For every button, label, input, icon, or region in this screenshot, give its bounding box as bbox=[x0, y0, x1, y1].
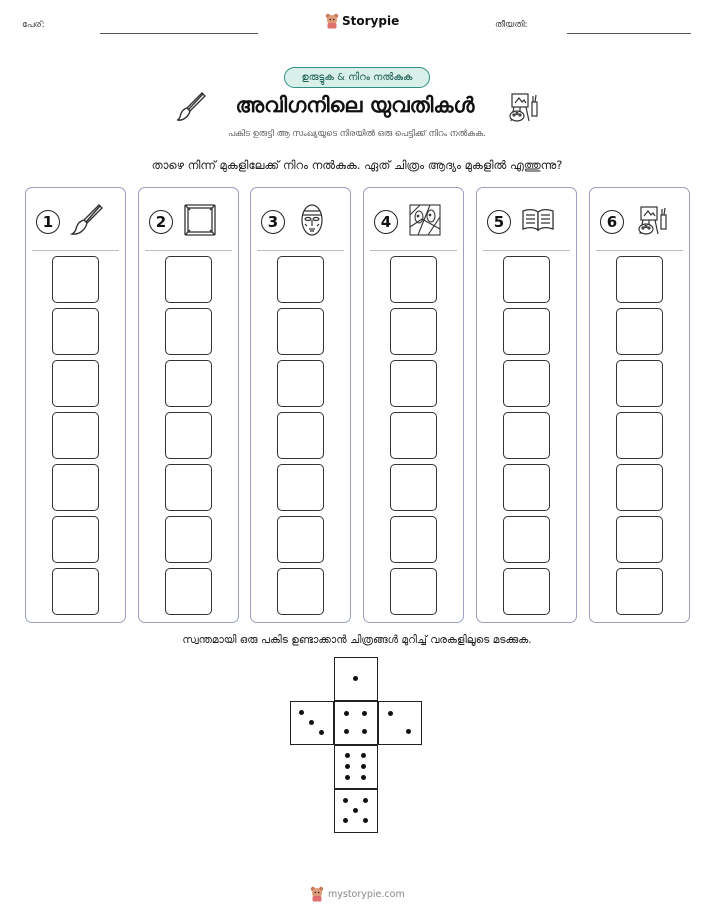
column-divider bbox=[483, 250, 570, 251]
color-box[interactable] bbox=[52, 360, 99, 407]
color-box[interactable] bbox=[277, 516, 324, 563]
color-box[interactable] bbox=[52, 412, 99, 459]
bear-mascot-icon bbox=[325, 13, 339, 29]
color-box[interactable] bbox=[503, 516, 550, 563]
die-pip bbox=[345, 753, 350, 758]
die-face-4 bbox=[334, 701, 378, 745]
column-number: 4 bbox=[374, 210, 398, 234]
die-pip bbox=[345, 775, 350, 780]
column-4 bbox=[363, 187, 464, 623]
brand-logo bbox=[325, 13, 399, 29]
column-header bbox=[374, 204, 457, 240]
die-pip bbox=[319, 730, 324, 735]
column-header bbox=[149, 204, 232, 240]
column-number: 5 bbox=[487, 210, 511, 234]
color-box[interactable] bbox=[277, 308, 324, 355]
color-box[interactable] bbox=[52, 464, 99, 511]
color-box[interactable] bbox=[277, 360, 324, 407]
die-pip bbox=[309, 720, 314, 725]
die-pip bbox=[343, 798, 348, 803]
page-title: അവിഗനിലെ യുവതികൾ bbox=[235, 93, 475, 117]
brand-name: Storypie bbox=[342, 14, 400, 28]
footer-url: mystorypie.com bbox=[328, 888, 405, 900]
page-subtitle: പകിട ഉരുട്ടി ആ സംഖ്യയുടെ നിരയിൽ ഒരു പെട്ടിക്ക് നിറം നൽകുക. bbox=[228, 129, 486, 139]
column-5 bbox=[476, 187, 577, 623]
column-number: 3 bbox=[261, 210, 285, 234]
date-line bbox=[567, 33, 691, 34]
cubist-faces-icon bbox=[408, 203, 442, 241]
die-pip bbox=[344, 729, 349, 734]
name-label: പേര്: bbox=[22, 20, 45, 30]
column-divider bbox=[370, 250, 457, 251]
color-box[interactable] bbox=[165, 464, 212, 511]
die-pip bbox=[361, 764, 366, 769]
color-box[interactable] bbox=[277, 464, 324, 511]
die-face-5 bbox=[334, 789, 378, 833]
activity-pill: ഉരുട്ടുക & നിറം നൽകുക bbox=[284, 67, 430, 88]
die-pip bbox=[388, 711, 393, 716]
color-box[interactable] bbox=[503, 256, 550, 303]
color-box[interactable] bbox=[277, 412, 324, 459]
paintbrush-icon bbox=[70, 203, 104, 241]
color-box[interactable] bbox=[616, 308, 663, 355]
color-box[interactable] bbox=[390, 360, 437, 407]
open-book-icon bbox=[521, 203, 555, 241]
column-header bbox=[600, 204, 683, 240]
die-pip bbox=[344, 711, 349, 716]
die-pip bbox=[361, 775, 366, 780]
color-box[interactable] bbox=[390, 256, 437, 303]
die-pip bbox=[353, 808, 358, 813]
die-face-3 bbox=[290, 701, 334, 745]
color-box[interactable] bbox=[165, 308, 212, 355]
color-box[interactable] bbox=[165, 568, 212, 615]
tribal-mask-icon bbox=[295, 203, 329, 241]
color-box[interactable] bbox=[165, 412, 212, 459]
easel-palette-icon bbox=[505, 90, 539, 128]
column-number: 2 bbox=[149, 210, 173, 234]
die-pip bbox=[345, 764, 350, 769]
color-box[interactable] bbox=[165, 256, 212, 303]
die-pip bbox=[361, 753, 366, 758]
die-pip bbox=[299, 710, 304, 715]
date-label: തീയതി: bbox=[495, 20, 528, 30]
die-pip bbox=[363, 798, 368, 803]
column-3 bbox=[250, 187, 351, 623]
color-box[interactable] bbox=[503, 464, 550, 511]
color-box[interactable] bbox=[616, 464, 663, 511]
color-box[interactable] bbox=[616, 516, 663, 563]
color-box[interactable] bbox=[277, 568, 324, 615]
color-box[interactable] bbox=[503, 308, 550, 355]
canvas-frame-icon bbox=[183, 203, 217, 241]
color-box[interactable] bbox=[277, 256, 324, 303]
die-pip bbox=[406, 729, 411, 734]
color-box[interactable] bbox=[165, 360, 212, 407]
die-face-2 bbox=[378, 701, 422, 745]
name-line bbox=[100, 33, 258, 34]
bear-mascot-icon bbox=[310, 886, 324, 902]
color-box[interactable] bbox=[390, 568, 437, 615]
color-box[interactable] bbox=[503, 360, 550, 407]
color-box[interactable] bbox=[52, 516, 99, 563]
die-pip bbox=[362, 729, 367, 734]
die-pip bbox=[363, 818, 368, 823]
die-face-6 bbox=[334, 745, 378, 789]
die-face-1 bbox=[334, 657, 378, 701]
column-1 bbox=[25, 187, 126, 623]
color-box[interactable] bbox=[390, 308, 437, 355]
color-box[interactable] bbox=[616, 360, 663, 407]
column-header bbox=[36, 204, 119, 240]
instruction-text: താഴെ നിന്ന് മുകളിലേക്ക് നിറം നൽകുക. ഏത് ചിത്രം ആദ്യം മുകളിൽ എത്തുന്നു? bbox=[151, 158, 563, 172]
column-divider bbox=[596, 250, 683, 251]
die-pip bbox=[343, 818, 348, 823]
color-box[interactable] bbox=[390, 412, 437, 459]
easel-palette-icon bbox=[634, 203, 668, 241]
color-box[interactable] bbox=[390, 464, 437, 511]
color-box[interactable] bbox=[52, 256, 99, 303]
color-box[interactable] bbox=[503, 412, 550, 459]
color-box[interactable] bbox=[52, 308, 99, 355]
column-header bbox=[261, 204, 344, 240]
color-box[interactable] bbox=[503, 568, 550, 615]
column-divider bbox=[257, 250, 344, 251]
color-box[interactable] bbox=[616, 568, 663, 615]
color-box[interactable] bbox=[52, 568, 99, 615]
paintbrush-icon bbox=[175, 91, 207, 127]
column-6 bbox=[589, 187, 690, 623]
net-instruction: സ്വന്തമായി ഒരു പകിട ഉണ്ടാക്കാൻ ചിത്രങ്ങൾ മുറിച്ച് വരകളിലൂടെ മടക്കുക. bbox=[182, 634, 532, 646]
column-number: 1 bbox=[36, 210, 60, 234]
die-pip bbox=[362, 711, 367, 716]
column-divider bbox=[145, 250, 232, 251]
column-2 bbox=[138, 187, 239, 623]
column-header bbox=[487, 204, 570, 240]
color-box[interactable] bbox=[616, 256, 663, 303]
color-box[interactable] bbox=[616, 412, 663, 459]
color-box[interactable] bbox=[390, 516, 437, 563]
column-number: 6 bbox=[600, 210, 624, 234]
color-box[interactable] bbox=[165, 516, 212, 563]
die-pip bbox=[353, 676, 358, 681]
footer bbox=[310, 886, 405, 902]
column-divider bbox=[32, 250, 119, 251]
